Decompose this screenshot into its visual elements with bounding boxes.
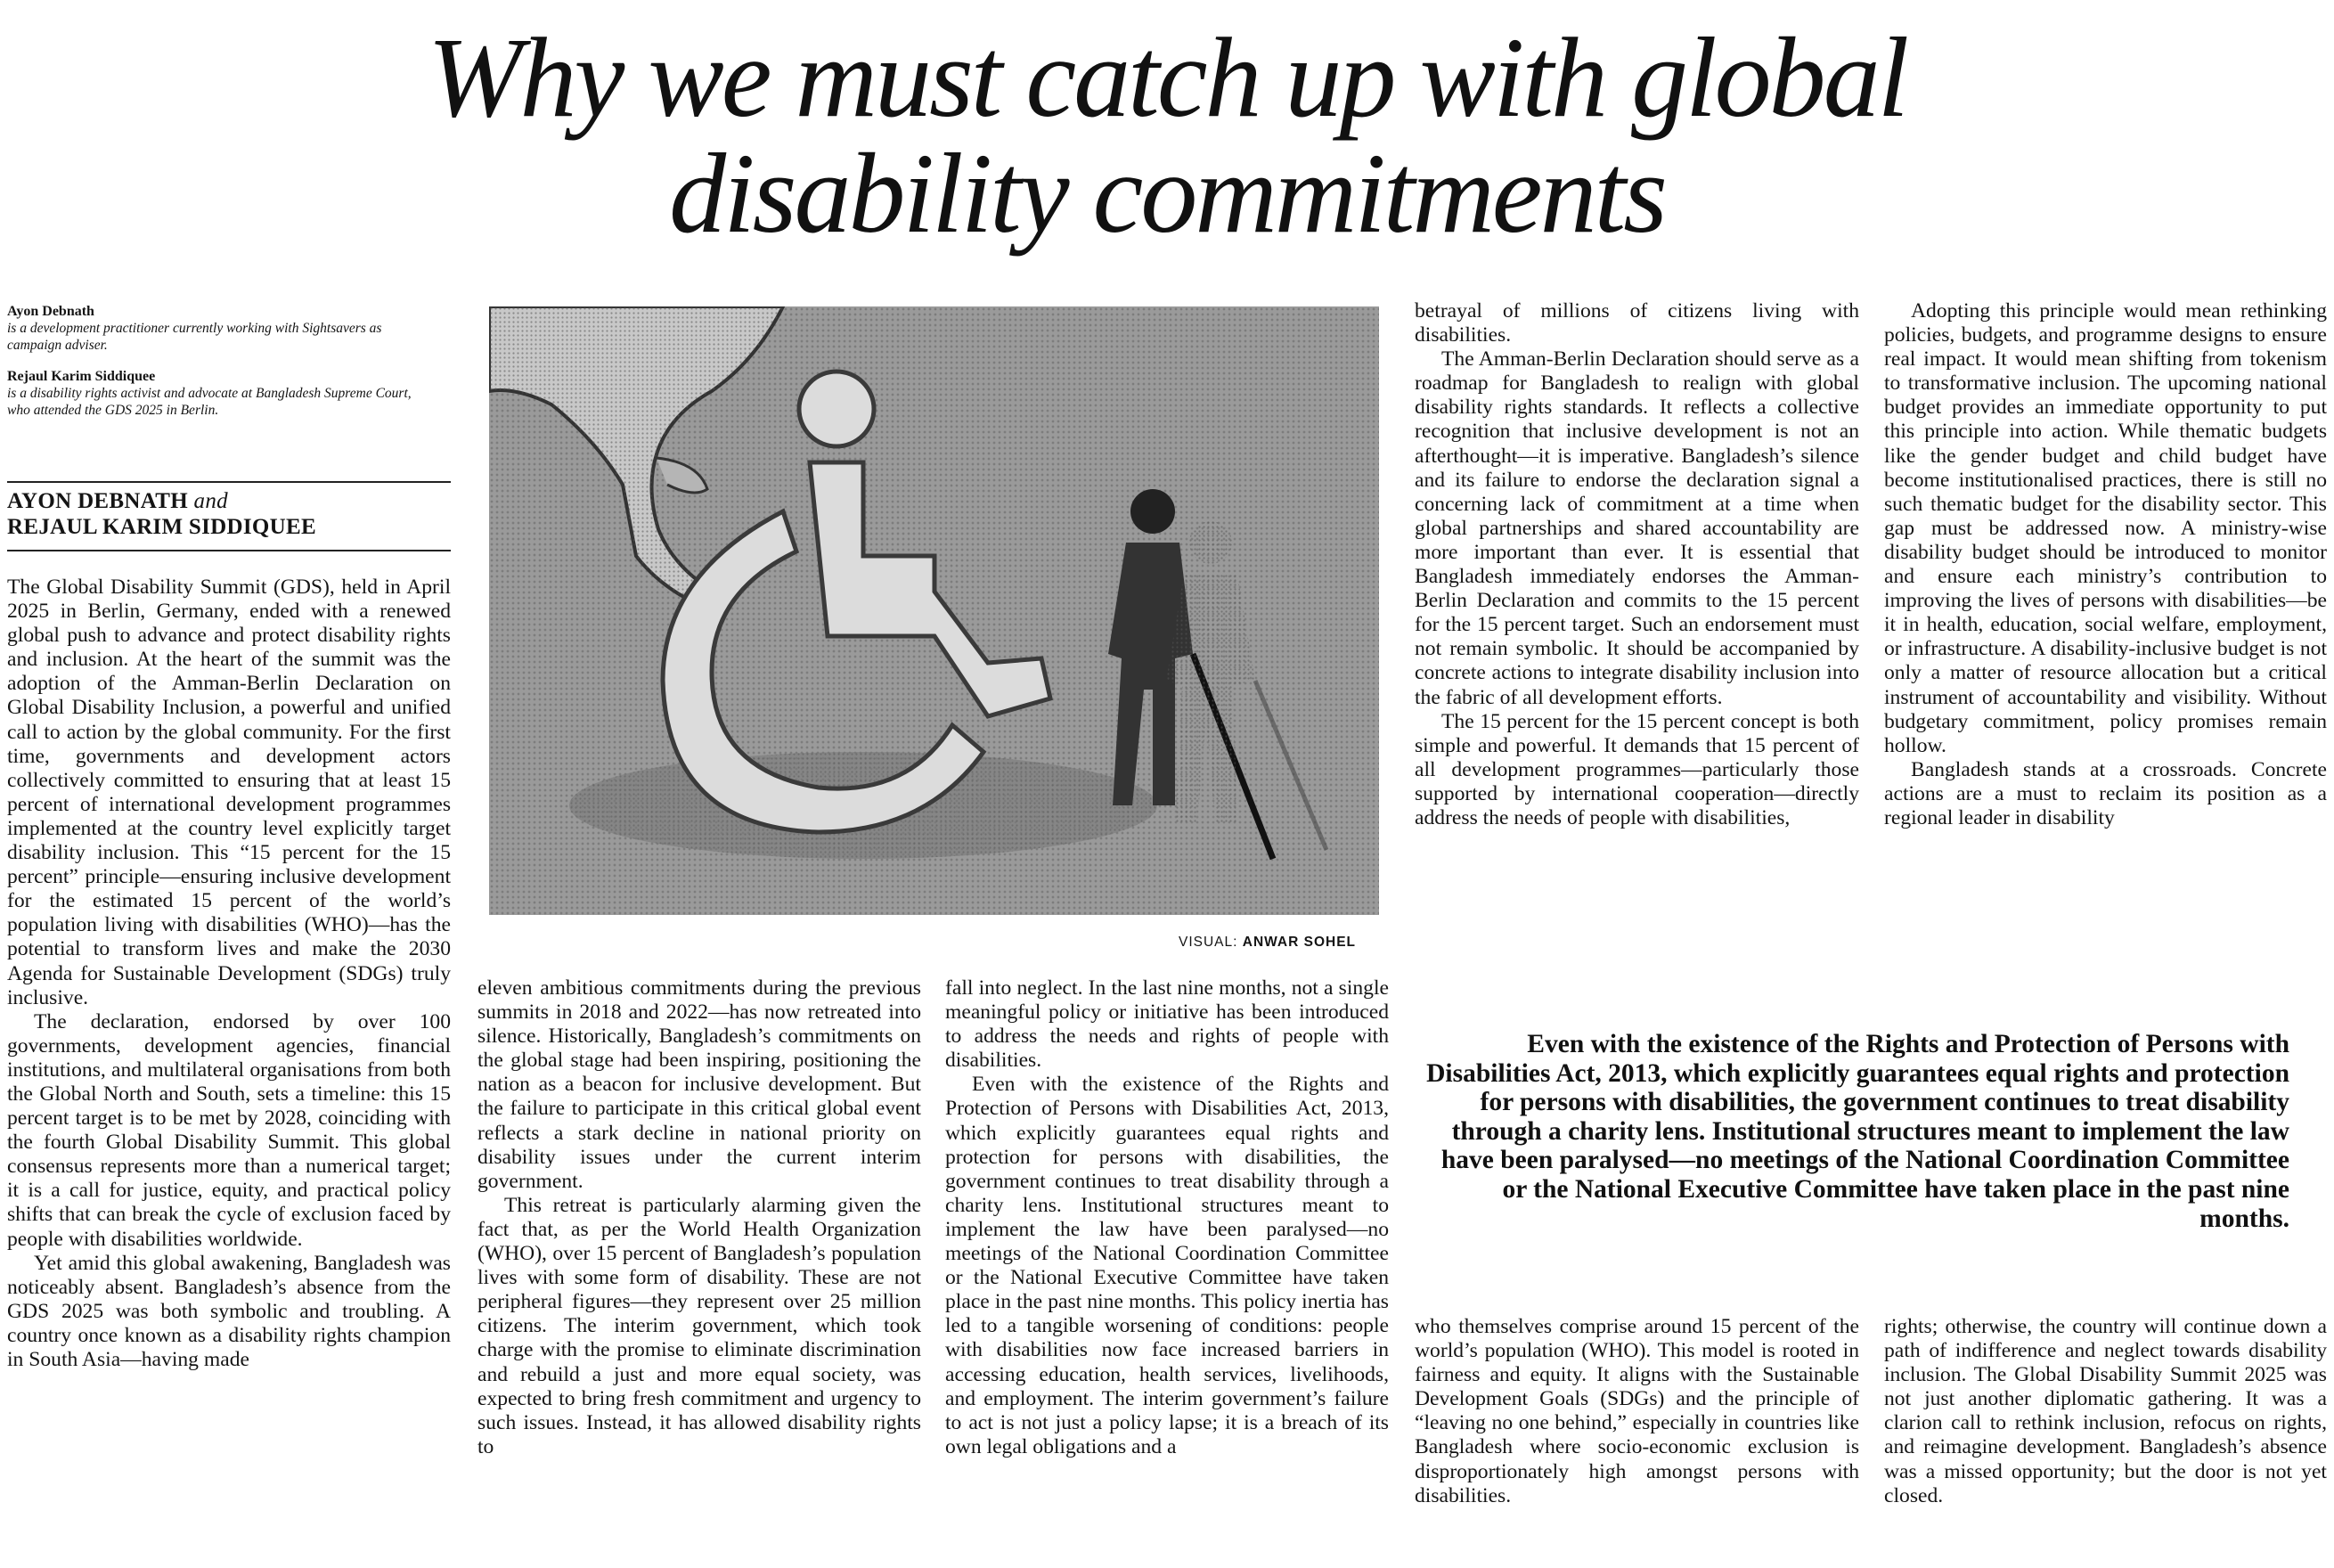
paragraph: eleven ambitious commitments during the previous summits in 2018 and 2022—has now retreated into silence. Historically, Bangladesh’s commitments on the global stage had been inspiring, positioning the nation as a beacon for inclusive development. But the failure to participate in this critical global event reflects a stark decline in national priority on disability issues under the current interim government. — [477, 976, 921, 1193]
column-2 — [477, 976, 921, 1459]
column-5-top — [1884, 299, 2327, 830]
credit-artist: ANWAR SOHEL — [1242, 935, 1357, 950]
author-bio — [7, 368, 412, 419]
column-4-top — [1415, 299, 1859, 830]
byline-author-2: REJAUL KARIM SIDDIQUEE — [7, 515, 316, 539]
column-4-bottom — [1415, 1315, 1859, 1508]
credit-label: VISUAL: — [1179, 935, 1238, 950]
paragraph: rights; otherwise, the country will continue down a path of indifference and neglect towards disability inclusion. The Global Disability Summit 2025 was not just another diplomatic gathering. It was a clarion call to rethink inclusion, refocus on rights, and reimagine development. Bangladesh’s absence was a missed opportunity; but the door is not yet closed. — [1884, 1315, 2327, 1507]
bio-text: is a disability rights activist and advocate at Bangladesh Supreme Court, who attended the GDS 2025 in Berlin. — [7, 386, 412, 418]
paragraph: betrayal of millions of citizens living with disabilities. — [1415, 299, 1859, 347]
wheelchair-accessibility-illustration — [489, 306, 1379, 915]
column-3 — [945, 976, 1389, 1459]
byline-author-1: AYON DEBNATH — [7, 489, 188, 513]
bio-name: Ayon Debnath — [7, 304, 94, 319]
headline-line-2: disability commitments — [669, 130, 1665, 257]
column-5-bottom — [1884, 1315, 2327, 1508]
byline-connector: and — [193, 489, 228, 513]
bio-name: Rejaul Karim Siddiquee — [7, 369, 156, 384]
author-bio — [7, 303, 412, 354]
illustration — [489, 306, 1379, 915]
pull-quote: Even with the existence of the Rights and Protection of Persons with Disabilities Act, 2013, which explicitly guarantees equal rights and protection for persons with disabilities, the government continues to treat disability through a charity lens. Institutional structures meant to implement the law have been paralysed—no meetings of the National Coordination Committee or the National Executive Committee have taken place in the past nine months. — [1426, 1030, 2289, 1233]
byline-top-rule — [7, 481, 451, 483]
paragraph: Bangladesh stands at a crossroads. Concrete actions are a must to reclaim its position as a regional leader in disability — [1884, 757, 2327, 829]
headline — [0, 14, 2334, 257]
column-1 — [7, 576, 451, 1372]
paragraph: Adopting this principle would mean rethinking policies, budgets, and programme designs to ensure real impact. It would mean shifting from tokenism to transformative inclusion. The upcoming national budget provides an immediate opportunity to put this principle into action. While thematic budgets like the gender budget and child budget have become institutionalised practices, there is still no such thematic budget for the disability sector. This gap must be addressed now. A ministry-wise disability budget should be introduced to monitor and ensure each ministry’s contribution to improving the lives of persons with disabilities—be it in health, education, social welfare, employment, or infrastructure. A disability-inclusive budget is not only a matter of resource allocation but a critical instrument of accountability and visibility. Without budgetary commitment, policy promises remain hollow. — [1884, 299, 2327, 757]
paragraph: Yet amid this global awakening, Bangladesh was noticeably absent. Bangladesh’s absence from the GDS 2025 was both symbolic and troubling. A country once known as a disability rights champion in South Asia—having made — [7, 1251, 451, 1371]
author-bios — [7, 303, 412, 419]
paragraph: who themselves comprise around 15 percent of the world’s population (WHO). This model is rooted in fairness and equity. It aligns with the Sustainable Development Goals (SDGs) and the principle of “leaving no one behind,” especially in countries like Bangladesh where socio-economic exclusion is disproportionately high amongst persons with disabilities. — [1415, 1315, 1859, 1507]
figure-credit — [1179, 935, 1356, 951]
paragraph: The Global Disability Summit (GDS), held in April 2025 in Berlin, Germany, ended with a renewed global push to advance and protect disability rights and inclusion. At the heart of the summit was the adoption of the Amman-Berlin Declaration on Global Disability Inclusion, a powerful and unified call to action by the global community. For the first time, governments and development actors collectively committed to ensuring that at least 15 percent of international development programmes implemented at the country level explicitly target disability inclusion. This “15 percent for the 15 percent” principle—ensuring inclusive development for the estimated 15 percent of the world’s population living with disabilities (WHO)—has the potential to transform lives and make the 2030 Agenda for Sustainable Development (SDGs) truly inclusive. — [7, 576, 451, 1009]
paragraph: The 15 percent for the 15 percent concept is both simple and powerful. It demands that 15 percent of all development programmes—particularly those supported by international cooperation—directly address the needs of people with disabilities, — [1415, 709, 1859, 829]
byline — [7, 488, 453, 540]
paragraph: Even with the existence of the Rights and Protection of Persons with Disabilities Act, 2013, which explicitly guarantees equal rights and protection for persons with disabilities, the government continues to treat disability through a charity lens. Institutional structures meant to implement the law have been paralysed—no meetings of the National Coordination Committee or the National Executive Committee have taken place in the past nine months. This policy inertia has led to a tangible worsening of conditions: people with disabilities now face increased barriers in accessing education, health services, livelihoods, and employment. The interim government’s failure to act is not just a policy lapse; it is a breach of its own legal obligations and a — [945, 1073, 1389, 1458]
paragraph: This retreat is particularly alarming given the fact that, as per the World Health Organization (WHO), over 15 percent of Bangladesh’s population lives with some form of disability. These are not peripheral figures—they represent over 25 million citizens. The interim government, which took charge with the promise to eliminate discrimination and rebuild a just and more equal society, was expected to bring fresh commitment and urgency to such issues. Instead, it has allowed disability rights to — [477, 1193, 921, 1458]
walking-person-shadow-icon — [1166, 521, 1326, 850]
headline-line-1: Why we must catch up with global — [427, 14, 1907, 141]
byline-bottom-rule — [7, 550, 451, 551]
paragraph: The Amman-Berlin Declaration should serve as a roadmap for Bangladesh to realign with global disability rights standards. It reflects a collective recognition that inclusive development is not an afterthought—it is imperative. Bangladesh’s silence and its failure to endorse the declaration signal a concerning lack of commitment at a time when global partnerships and shared accountability are more important than ever. It is essential that Bangladesh immediately endorses the Amman-Berlin Declaration and commits to the 15 percent for the 15 percent target. Such an endorsement must not remain symbolic. It should be accompanied by concrete actions to integrate disability inclusion into the fabric of all development efforts. — [1415, 347, 1859, 709]
paragraph: fall into neglect. In the last nine months, not a single meaningful policy or initiative has been introduced to address the needs and rights of people with disabilities. — [945, 976, 1389, 1073]
bio-text: is a development practitioner currently working with Sightsavers as campaign adviser. — [7, 321, 382, 353]
paragraph: The declaration, endorsed by over 100 governments, development agencies, financial institutions, and multilateral organisations from both the Global North and South, sets a timeline: this 15 percent target is to be met by 2028, coinciding with the fourth Global Disability Summit. This global consensus represents more than a numerical target; it is a call for justice, equity, and practical policy shifts that can break the cycle of exclusion faced by people with disabilities worldwide. — [7, 1009, 451, 1251]
